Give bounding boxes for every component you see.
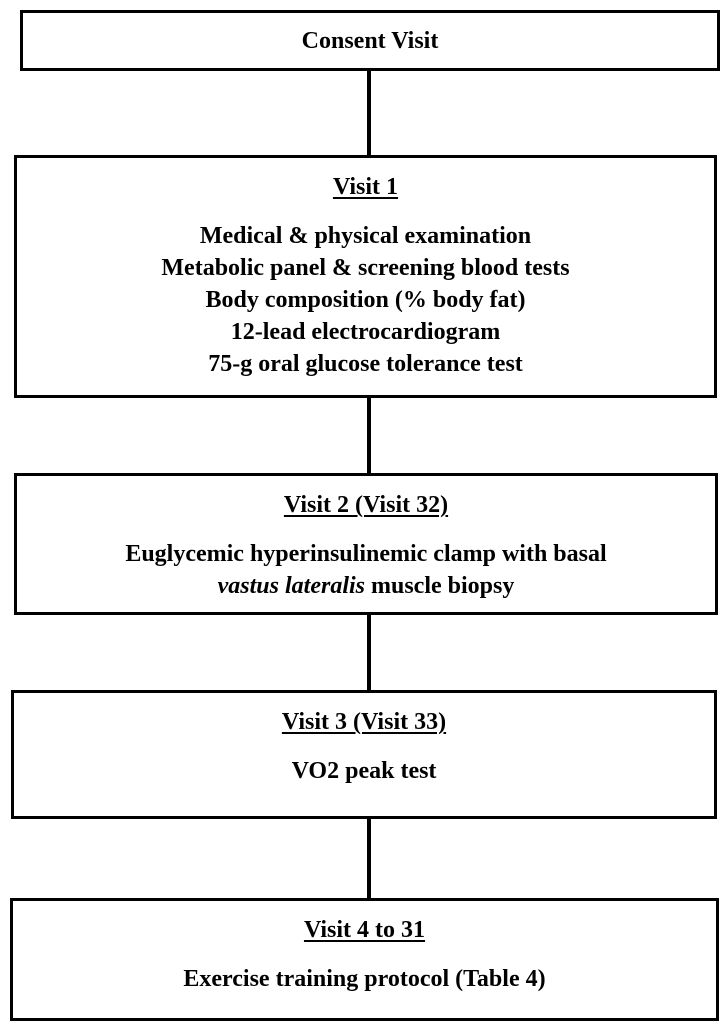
visit2-box: [14, 473, 718, 615]
visit2-line2-rest: muscle biopsy: [365, 573, 515, 599]
visit1-heading: Visit 1: [332, 174, 399, 200]
visit3-description: VO2 peak test: [291, 758, 437, 784]
visit1-item: Medical & physical examination: [199, 223, 532, 249]
consent-visit-title: Consent Visit: [301, 28, 439, 54]
visit4-heading: Visit 4 to 31: [303, 917, 426, 943]
connector-visit3-to-visit4: [367, 817, 371, 899]
connector-consent-to-visit1: [367, 70, 371, 156]
visit1-item: 12-lead electrocardiogram: [230, 319, 501, 345]
visit2-line2: [17, 570, 715, 602]
visit1-box: [14, 155, 717, 398]
visit2-line2-italic: vastus lateralis: [217, 573, 365, 599]
visit3-heading: Visit 3 (Visit 33): [281, 709, 447, 735]
visit1-item: 75-g oral glucose tolerance test: [208, 351, 523, 377]
visit1-item: Body composition (% body fat): [205, 287, 526, 313]
visit1-item: Metabolic panel & screening blood tests: [161, 255, 570, 281]
visit4-description: Exercise training protocol (Table 4): [183, 966, 546, 992]
visit4-box: [10, 898, 719, 1021]
visit2-line1: Euglycemic hyperinsulinemic clamp with basal: [125, 541, 607, 567]
connector-visit2-to-visit3: [367, 613, 371, 691]
visit2-heading: Visit 2 (Visit 32): [283, 492, 449, 518]
visit3-box: [11, 690, 717, 819]
connector-visit1-to-visit2: [367, 396, 371, 474]
consent-visit-box: [20, 10, 720, 71]
